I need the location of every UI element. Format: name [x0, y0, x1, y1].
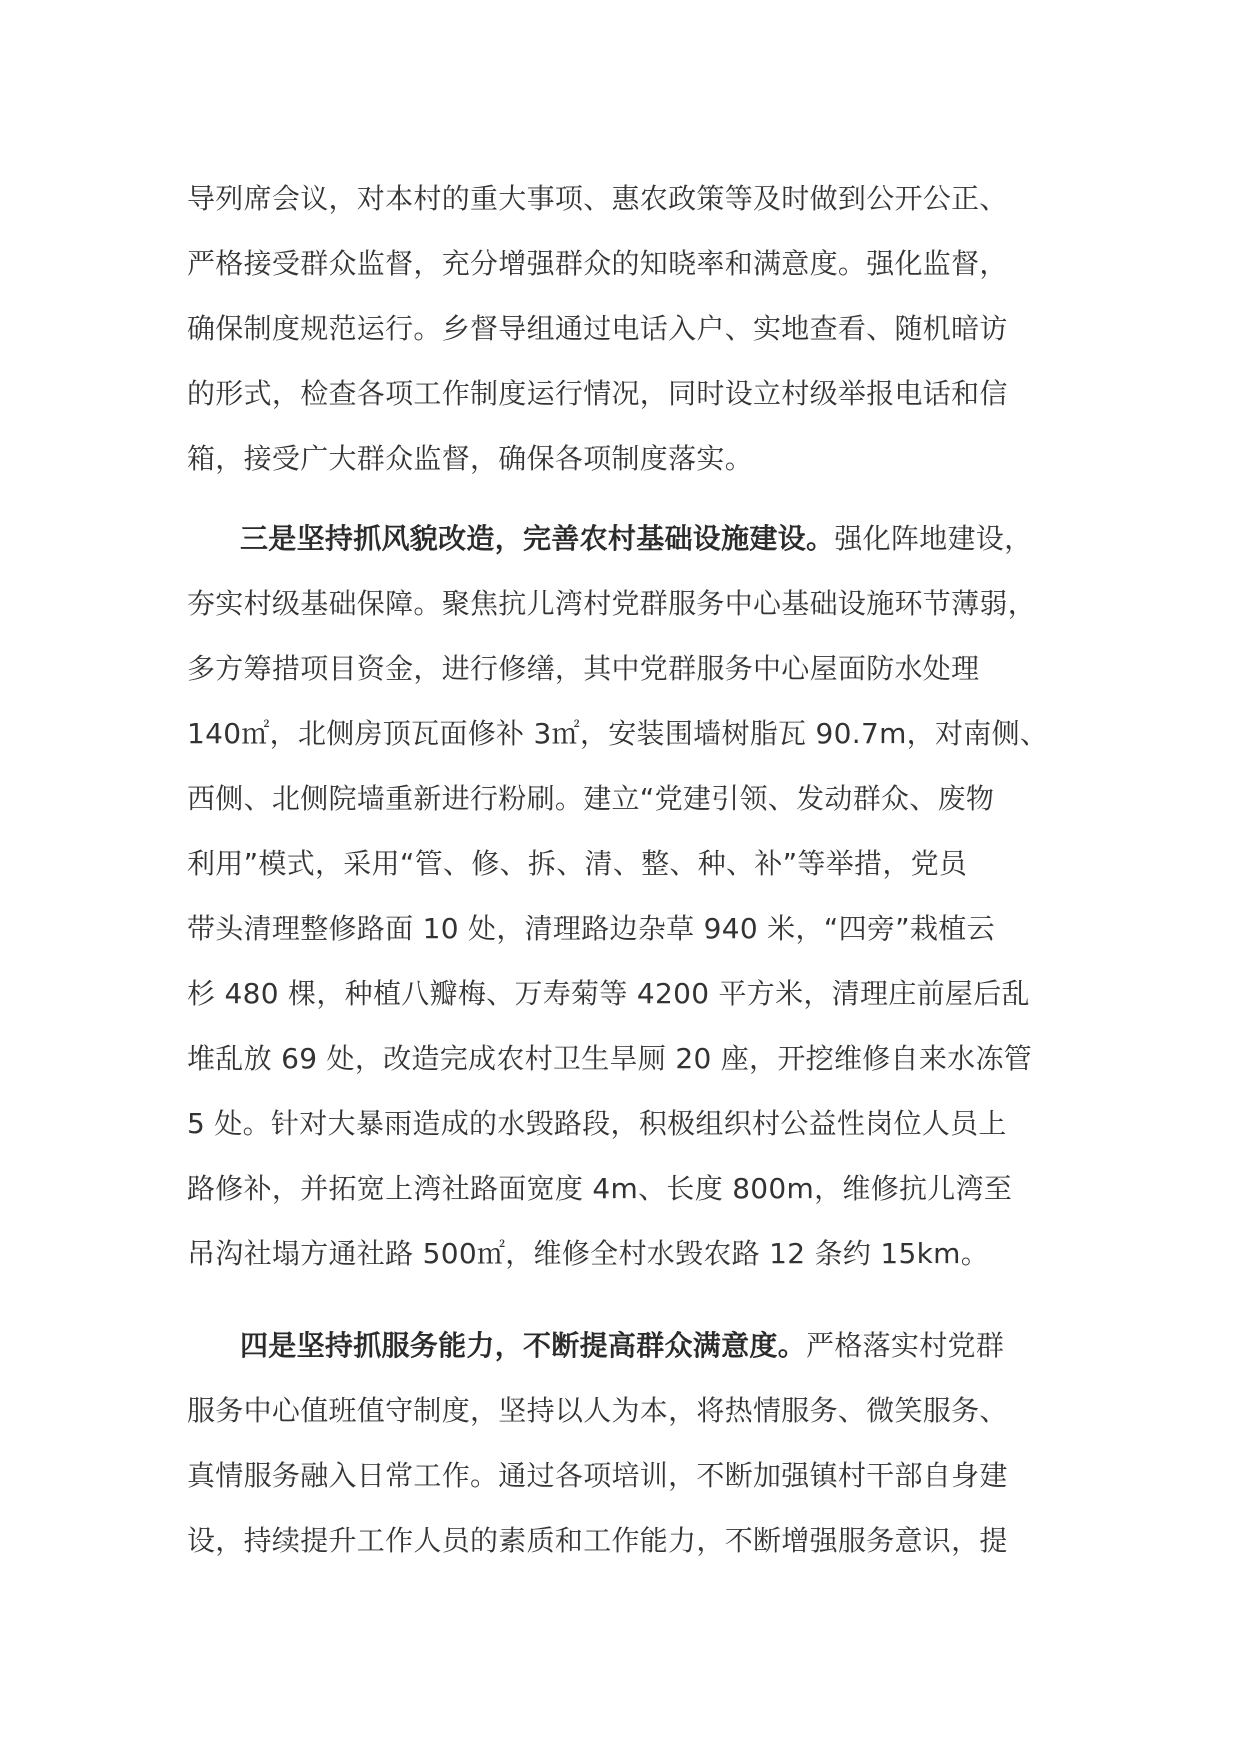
text-line: 140㎡，北侧房顶瓦面修补 3㎡，安装围墙树脂瓦 90.7m，对南侧、 — [187, 717, 1049, 750]
paragraph-continuation — [187, 166, 1047, 491]
text-line: 箱，接受广大群众监督，确保各项制度落实。 — [187, 442, 754, 475]
paragraph-lead-text: 强化阵地建设， — [834, 522, 1033, 555]
text-line: 5 处。针对大暴雨造成的水毁路段，积极组织村公益性岗位人员上 — [187, 1107, 1007, 1140]
text-line: 设，持续提升工作人员的素质和工作能力，不断增强服务意识，提 — [187, 1524, 1008, 1557]
paragraph-infrastructure — [187, 506, 1047, 1286]
text-line: 夯实村级基础保障。聚焦抗儿湾村党群服务中心基础设施环节薄弱， — [187, 587, 1037, 620]
text-line: 杉 480 棵，种植八瓣梅、万寿菊等 4200 平方米，清理庄前屋后乱 — [187, 977, 1030, 1010]
paragraph-lead-text: 严格落实村党群 — [806, 1329, 1005, 1362]
text-line: 导列席会议，对本村的重大事项、惠农政策等及时做到公开公正、 — [187, 182, 1008, 215]
text-line: 严格接受群众监督，充分增强群众的知晓率和满意度。强化监督， — [187, 247, 1008, 280]
text-line: 服务中心值班值守制度，坚持以人为本，将热情服务、微笑服务、 — [187, 1394, 1008, 1427]
text-line: 真情服务融入日常工作。通过各项培训，不断加强镇村干部自身建 — [187, 1459, 1008, 1492]
paragraph-first-line — [187, 506, 1047, 571]
text-line: 堆乱放 69 处，改造完成农村卫生旱厕 20 座，开挖维修自来水冻管 — [187, 1042, 1033, 1075]
text-line: 利用”模式，采用“管、修、拆、清、整、种、补”等举措，党员 — [187, 847, 968, 880]
paragraph-heading: 三是坚持抓风貌改造，完善农村基础设施建设。 — [240, 522, 835, 555]
text-line: 的形式，检查各项工作制度运行情况，同时设立村级举报电话和信 — [187, 377, 1008, 410]
text-line: 多方筹措项目资金，进行修缮，其中党群服务中心屋面防水处理 — [187, 652, 980, 685]
text-line: 西侧、北侧院墙重新进行粉刷。建立“党建引领、发动群众、废物 — [187, 782, 995, 815]
text-line: 路修补，并拓宽上湾社路面宽度 4m、长度 800m，维修抗儿湾至 — [187, 1172, 1013, 1205]
text-line: 确保制度规范运行。乡督导组通过电话入户、实地查看、随机暗访 — [187, 312, 1008, 345]
paragraph-heading: 四是坚持抓服务能力，不断提高群众满意度。 — [240, 1329, 807, 1362]
paragraph-service — [187, 1313, 1047, 1573]
paragraph-first-line — [187, 1313, 1047, 1378]
text-line: 吊沟社塌方通社路 500㎡，维修全村水毁农路 12 条约 15km。 — [187, 1237, 989, 1270]
text-line: 带头清理整修路面 10 处，清理路边杂草 940 米，“四旁”栽植云 — [187, 912, 995, 945]
